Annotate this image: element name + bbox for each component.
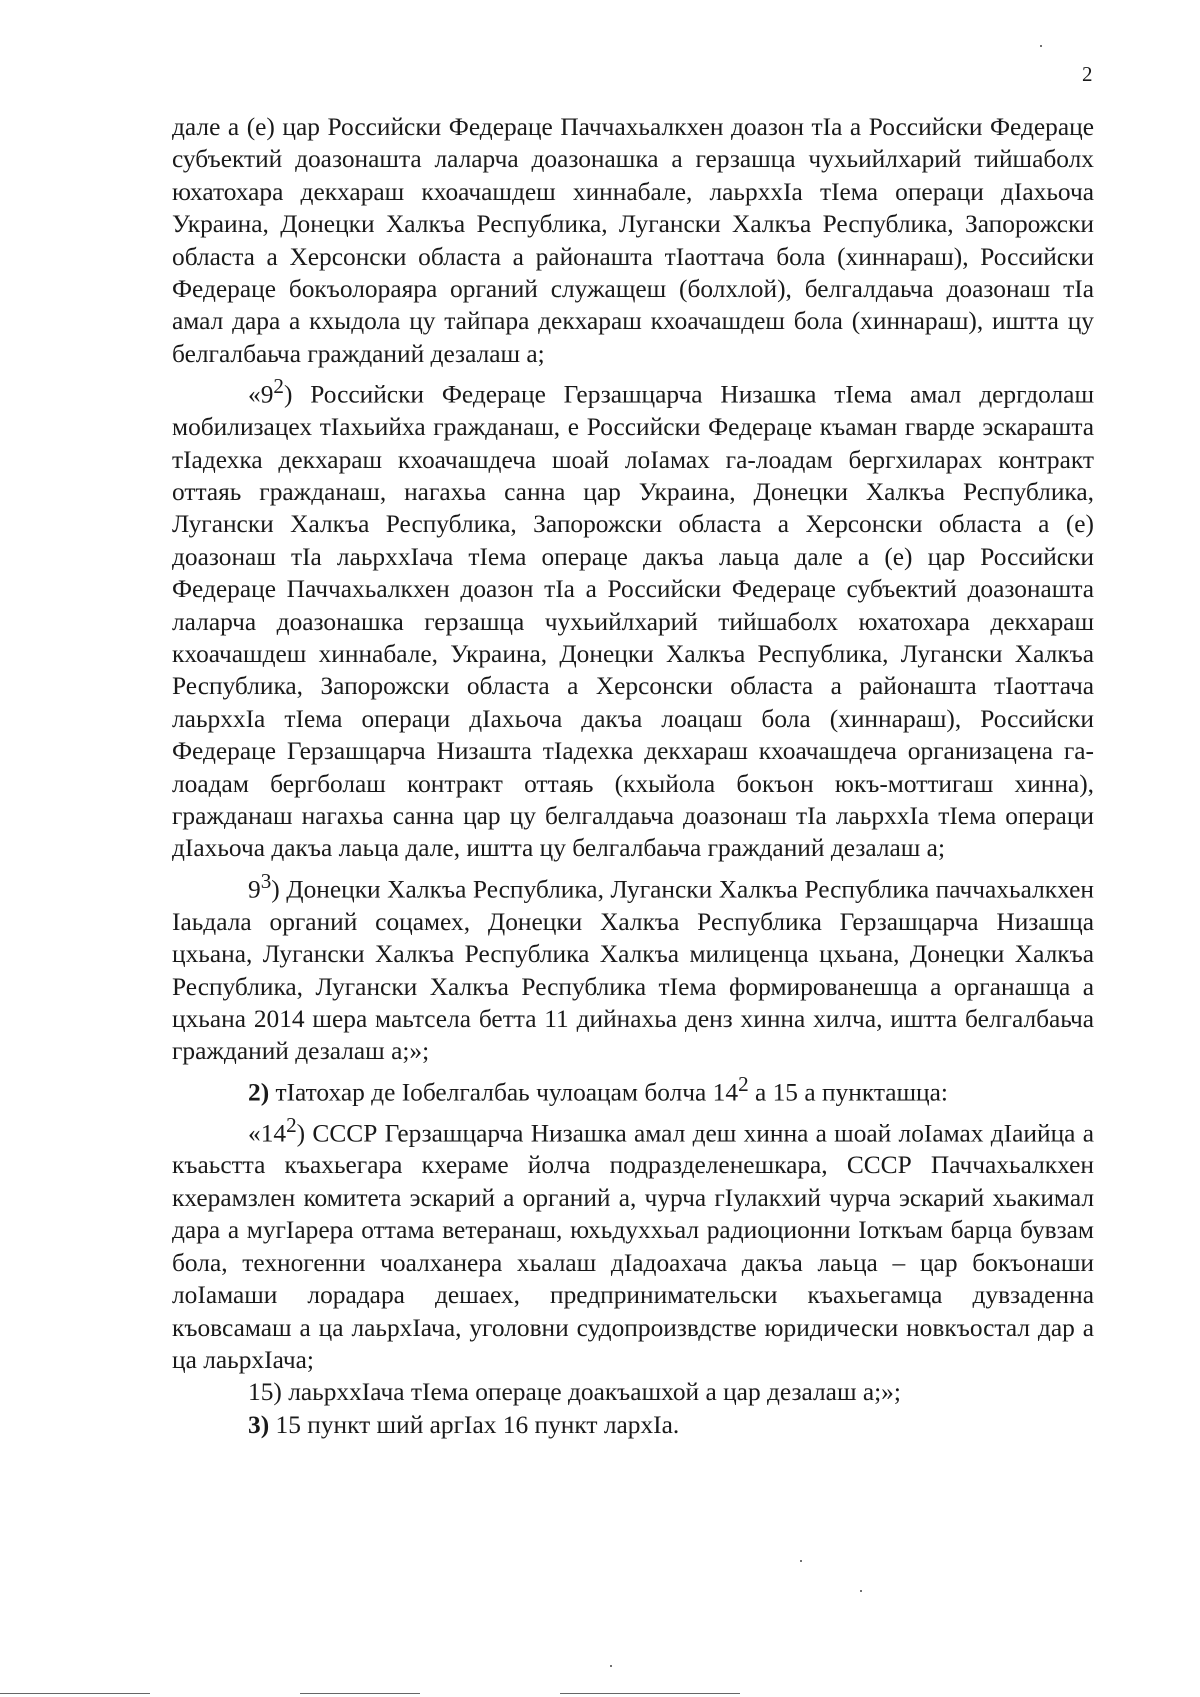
paragraph-9-3-lead: 9 <box>248 875 261 904</box>
paragraph-9-3 <box>172 865 1094 1068</box>
scan-speck <box>860 1590 862 1592</box>
scan-speck <box>800 1560 802 1562</box>
scan-speck <box>1040 45 1042 47</box>
paragraph-9-2 <box>172 370 1094 865</box>
document-body <box>172 111 1094 1441</box>
superscript: 3 <box>260 868 272 893</box>
item-number: 2) <box>248 1078 270 1107</box>
paragraph-item-2 <box>172 1068 1094 1109</box>
scan-edge-line <box>0 1693 150 1694</box>
scan-speck <box>610 1665 612 1667</box>
paragraph-15: 15) лаьрххIача тIема операце доакъашхой а цар дезалаш а;»; <box>248 1378 901 1407</box>
paragraph-14-2-lead: «14 <box>248 1119 287 1148</box>
scan-edge-line <box>300 1693 420 1694</box>
paragraph-item-2-tail: а 15 а пункташца: <box>748 1078 948 1107</box>
paragraph-item-3-text: 15 пункт ший аргIах 16 пункт лархIа. <box>269 1410 680 1439</box>
superscript: 2 <box>286 1112 297 1137</box>
page-number: 2 <box>1082 62 1093 86</box>
paragraph-item-3 <box>172 1409 1094 1441</box>
superscript: 2 <box>738 1071 749 1096</box>
superscript: 2 <box>273 374 284 399</box>
paragraph-9-2-lead: «9 <box>248 380 274 409</box>
item-number: 3) <box>248 1410 270 1439</box>
paragraph-9-2-text: ) Российски Федераце Герзашцарча Низашка тIема амал дергдолаш мобилизацех тIахьийха гражданаш, е Российски Федераце къаман гварде эскарашта тIадехка декхараш кхоачашдеча шоай лоIамах га-лоадам бергхиларах контракт оттаяь гражданаш, нагахьа санна цар Украина, Донецки Халкъа Республика, Лугански Халкъа Республика, Запорожски областа а Херсонски областа а (е) доазонаш тIа лаьрххIача тIема операце дакъа лаьца дале а (е) цар Российски Федераце Паччахьалкхен доазон тIа а Российски Федераце субъектий доазонашта лаларча доазонашка герзашца чухьийлхарий тийшаболх юхатохара декхараш кхоачашдеш хиннабале, Украина, Донецки Халкъа Республика, Лугански Халкъа Республика, Запорожски областа а Херсонски областа а районашта тIаоттача лаьрххIа тIема операци дIахьоча дакъа лоацаш бола (хиннараш), Российски Федераце Герзашцарча Низашта тIадехка декхараш кхоачашдеча организацена га-лоадам бергболаш контракт оттаяь (кхыйола бокъон юкъ-моттигаш хинна), гражданаш нагахьа санна цар цу белгалдаьча доазонаш тIа лаьрххIа тIема операци дIахьоча дакъа лаьца дале, иштта цу белгалбаьча гражданий дезалаш а; <box>172 380 1094 863</box>
paragraph-14-2 <box>172 1109 1094 1377</box>
paragraph-1: дале а (е) цар Российски Федераце Паччахьалкхен доазон тIа а Российски Федераце субъектий доазонашта лаларча доазонашка а герзашца чухьийлхарий тийшаболх юхатохара декхараш кхоачашдеш хиннабале, лаьрххIа тIема операци дIахьоча Украина, Донецки Халкъа Республика, Лугански Халкъа Республика, Запорожски областа а Херсонски областа а районашта тIаоттача бола (хиннараш), Российски Федераце бокъолораяра органий служащеш (болхлой), белгалдаьча доазонаш тIа амал дара а кхыдола цу тайпара декхараш кхоачашдеш бола (хиннараш), иштта цу белгалбаьча гражданий дезалаш а; <box>172 113 1094 368</box>
scan-edge-line <box>560 1693 740 1694</box>
paragraph-9-3-text: ) Донецки Халкъа Республика, Лугански Халкъа Республика паччахьалкхен Iаьдала органий соцамех, Донецки Халкъа Республика Герзашцарча Низашца цхьана, Лугански Халкъа Республика Халкъа милиценца цхьана, Донецки Халкъа Республика, Лугански Халкъа Республика тIема формированешца а органашца а цхьана 2014 шера маьтсела бетта 11 дийнахьа денз хинна хилча, иштта белгалбаьча гражданий дезалаш а;»; <box>172 875 1094 1066</box>
paragraph-item-2-text: тIатохар де Iобелгалбаь чулоацам болча 14 <box>269 1078 739 1107</box>
paragraph-14-2-text: ) СССР Герзашцарча Низашка амал деш хинна а шоай лоIамах дIаийца а къаьстта къахьегара кхераме йолча подразделенешкара, СССР Паччахьалкхен кхерамзлен комитета эскарий а органий а, чурча гIулакхий чурча эскарий хьакимал дара а мугIарера оттама ветеранаш, юхьдуххьал радиоционни Iоткъам барца бувзам бола, техногенни чоалханера хьалаш дIадоахача дакъа лаьца – цар бокъонаши лоIамаши лорадара дешаех, предпринимательски къахьегамца дувзаденна къовсамаш а ца лаьрхIача, уголовни судопроизвдстве юридически новкъостал дар а ца лаьрхIача; <box>172 1119 1094 1374</box>
